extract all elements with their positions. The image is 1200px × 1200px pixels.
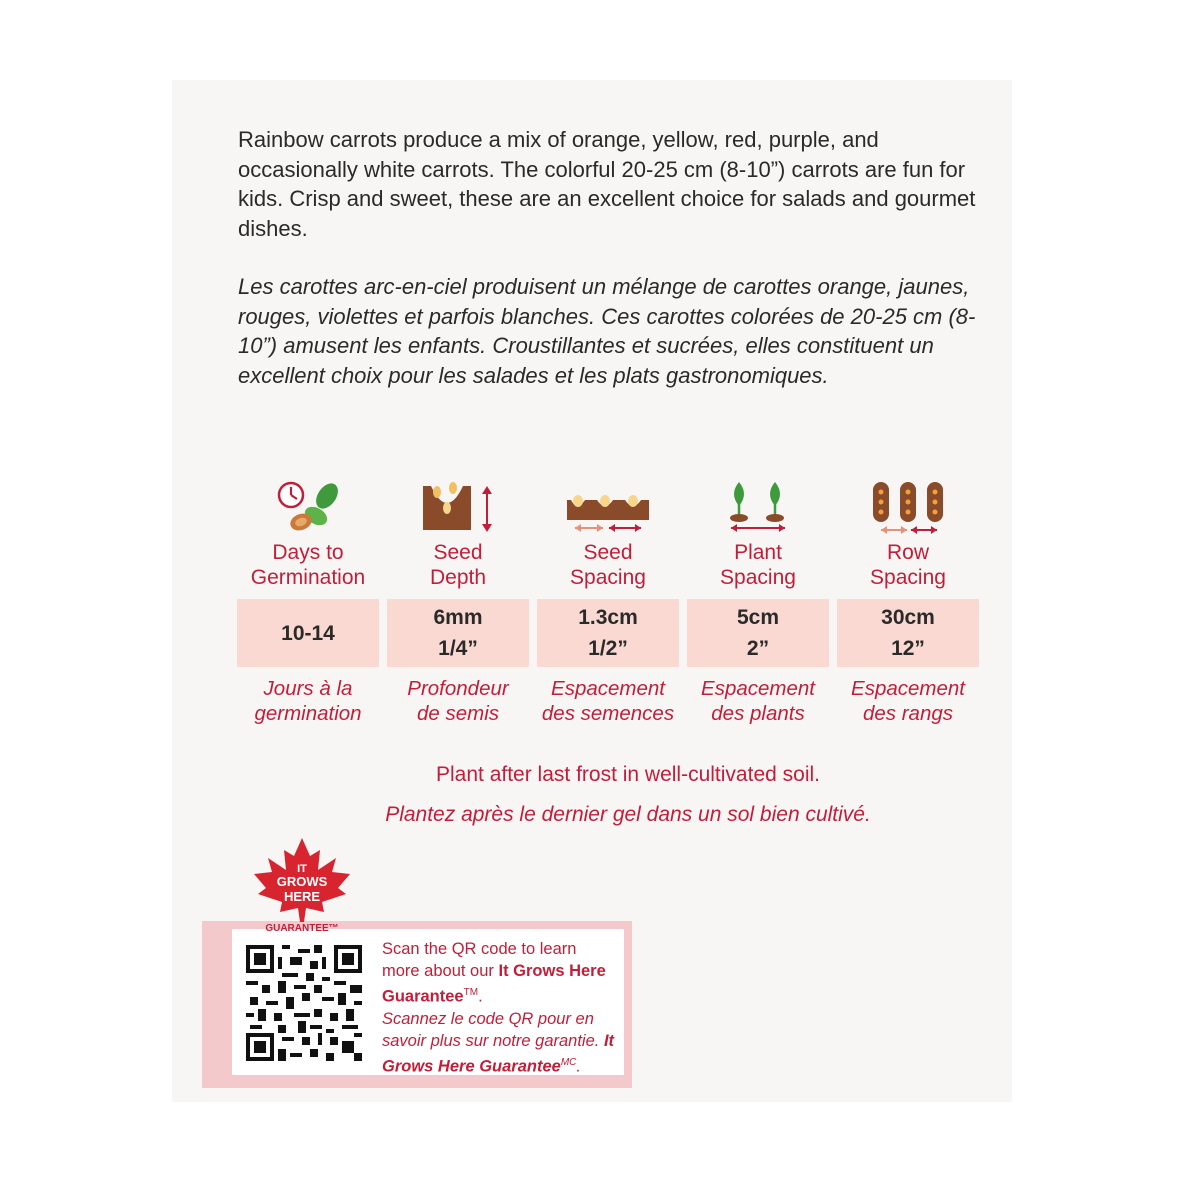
svg-text:IT: IT (297, 863, 307, 875)
value-seed-depth: 6mm 1/4” (387, 599, 529, 667)
label-profondeur-semis: Profondeur de semis (407, 677, 509, 725)
label-jours-germination: Jours à la germination (254, 677, 362, 725)
label-espacement-rangs: Espacement des rangs (851, 677, 965, 725)
planting-note-english: Plant after last frost in well-cultivated soil. (436, 763, 820, 786)
description-english: Rainbow carrots produce a mix of orange, yellow, red, purple, and occasionally white carrots. The colorful 20-25 cm (8-10”) carrots are fun for kids. Crisp and sweet, these are an excellent choice for salads and gourmet dishes. (238, 127, 976, 241)
label-seed-depth: Seed Depth (429, 541, 487, 589)
maple-leaf-guarantee-logo (246, 836, 358, 936)
svg-text:HERE: HERE (283, 889, 321, 904)
label-espacement-plants: Espacement des plants (701, 677, 815, 725)
germination-clock-icon (237, 478, 379, 536)
row-spacing-icon (837, 478, 979, 536)
svg-text:GROWS: GROWS (276, 874, 328, 889)
svg-text:GUARANTEE™: GUARANTEE™ (265, 923, 339, 934)
value-plant-spacing: 5cm 2” (687, 599, 829, 667)
value-seed-spacing: 1.3cm 1/2” (537, 599, 679, 667)
guarantee-text (382, 938, 617, 1077)
guarantee-text-english: Scan the QR code to learn more about our It Grows Here Guarantee™. (382, 940, 606, 1006)
seed-depth-icon (387, 478, 529, 536)
qr-code[interactable] (246, 945, 362, 1061)
description-french: Les carottes arc-en-ciel produisent un mélange de carottes orange, jaunes, rouges, violettes et parfois blanches. Ces carottes colorées de 20-25 cm (8-10”) amusent les enfants. Croustillantes et sucrées, elles constituent un excellent choix pour les salades et les plats gastronomiques. (238, 274, 976, 388)
label-espacement-semences: Espacement des semences (541, 677, 675, 725)
value-days-to-germination: 10-14 (237, 599, 379, 667)
label-plant-spacing: Plant Spacing (720, 541, 796, 589)
value-row-spacing: 30cm 12” (837, 599, 979, 667)
label-row-spacing: Row Spacing (870, 541, 946, 589)
label-days-to-germination: Days to Germination (250, 541, 366, 589)
guarantee-text-french: Scannez le code QR pour en savoir plus sur notre garantie. It Grows Here Guarantee$^{MC}$. (382, 1009, 615, 1075)
label-seed-spacing: Seed Spacing (570, 541, 646, 589)
planting-note-french: Plantez après le dernier gel dans un sol bien cultivé. (385, 803, 871, 826)
seed-spacing-icon (537, 478, 679, 536)
plant-spacing-icon (687, 478, 829, 536)
